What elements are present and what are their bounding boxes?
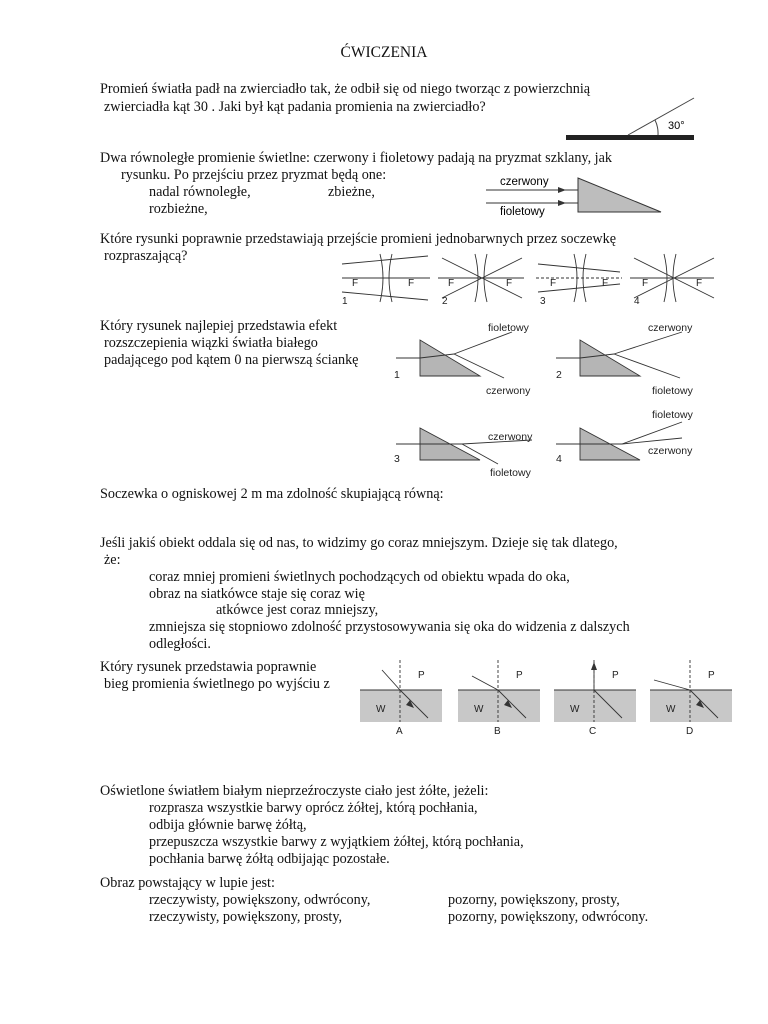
q3-text-line1: Które rysunki poprawnie przedstawiają przejście promieni jednobarwnych przez soczewkę: [100, 231, 617, 247]
q9-option-c: rzeczywisty, powiększony, prosty,: [149, 909, 343, 925]
focus-label: F: [506, 278, 513, 289]
q6-option-a: coraz mniej promieni świetlnych pochodzących od obiektu wpada do oka,: [149, 569, 570, 585]
q9-option-a: rzeczywisty, powiększony, odwrócony,: [149, 892, 371, 908]
water-label: W: [666, 704, 676, 715]
q5-text: Soczewka o ogniskowej 2 m ma zdolność skupiającą równą:: [100, 486, 444, 502]
q6-option-d: zmniejsza się stopniowo zdolność przystosowywania się oka do widzenia z dalszych: [149, 619, 630, 635]
q2-option-b: zbieżne,: [328, 184, 375, 200]
figure-number: 3: [394, 453, 400, 465]
q7-text-line2: bieg promienia świetlnego po wyjściu z: [104, 676, 330, 692]
focus-label: F: [352, 278, 359, 289]
lens-diagrams: [338, 252, 718, 308]
q1-text-line2: zwierciadła kąt 30 . Jaki był kąt padania promienia na zwierciadło?: [104, 99, 486, 115]
figure-number: 4: [634, 296, 640, 307]
figure-label: C: [589, 726, 597, 736]
angle-label: 30°: [668, 120, 685, 132]
focus-label: F: [642, 278, 649, 289]
air-label: P: [612, 670, 619, 681]
dispersion-diagrams: [392, 318, 712, 478]
prism: [578, 178, 661, 212]
q6-option-b: obraz na siatkówce staje się coraz wię: [149, 586, 365, 602]
q8-option-b: odbija głównie barwę żółtą,: [149, 817, 307, 833]
q9-text: Obraz powstający w lupie jest:: [100, 875, 275, 891]
label-red: czerwony: [500, 176, 549, 188]
label-violet: fioletowy: [652, 409, 693, 421]
figure-number: 1: [394, 369, 400, 381]
label-red: czerwony: [486, 385, 531, 397]
q7-text-line1: Który rysunek przedstawia poprawnie: [100, 659, 317, 675]
arrow-icon: [558, 200, 566, 206]
label-violet: fioletowy: [490, 467, 531, 478]
q1-text-line1: Promień światła padł na zwierciadło tak, że odbił się od niego tworząc z powierzchnią: [100, 81, 591, 97]
q2-text-line1: Dwa równoległe promienie świetlne: czerwony i fioletowy padają na pryzmat szklany, jak: [100, 150, 613, 166]
mirror-diagram: [560, 92, 700, 144]
arrow-icon: [558, 187, 566, 193]
mirror-surface: [566, 135, 694, 140]
figure-number: 2: [442, 296, 448, 307]
focus-label: F: [448, 278, 455, 289]
q4-text-line2: rozszczepienia wiązki światła białego: [104, 335, 318, 351]
label-red: czerwony: [488, 431, 533, 443]
q6-option-c: atkówce jest coraz mniejszy,: [216, 602, 379, 618]
q2-text-line2: rysunku. Po przejściu przez pryzmat będą one:: [121, 167, 387, 183]
q8-option-c: przepuszcza wszystkie barwy z wyjątkiem żółtej, którą pochłania,: [149, 834, 524, 850]
water-label: W: [474, 704, 484, 715]
water-label: W: [376, 704, 386, 715]
q2-option-c: rozbieżne,: [149, 201, 208, 217]
focus-label: F: [602, 278, 609, 289]
q8-option-a: rozprasza wszystkie barwy oprócz żółtej, którą pochłania,: [149, 800, 478, 816]
figure-number: 1: [342, 296, 348, 307]
q4-text-line3: padającego pod kątem 0 na pierwszą ściankę: [104, 352, 359, 368]
focus-label: F: [696, 278, 703, 289]
refraction-diagrams: [358, 656, 738, 736]
q8-text: Oświetlone światłem białym nieprzeźroczyste ciało jest żółte, jeżeli:: [100, 783, 489, 799]
q9-option-b: pozorny, powiększony, prosty,: [448, 892, 620, 908]
label-red: czerwony: [648, 322, 693, 334]
label-violet: fioletowy: [488, 322, 529, 334]
label-violet: fioletowy: [500, 206, 545, 218]
q4-text-line1: Który rysunek najlepiej przedstawia efekt: [100, 318, 338, 334]
q6-option-d-cont: odległości.: [149, 636, 211, 652]
figure-label: A: [396, 726, 403, 736]
label-red: czerwony: [648, 445, 693, 457]
page-title: ĆWICZENIA: [340, 44, 428, 61]
arrow-icon: [591, 662, 597, 670]
figure-number: 2: [556, 369, 562, 381]
air-label: P: [708, 670, 715, 681]
focus-label: F: [408, 278, 415, 289]
focus-label: F: [550, 278, 557, 289]
figure-label: D: [686, 726, 694, 736]
air-label: P: [516, 670, 523, 681]
angle-arc: [655, 120, 658, 135]
air-label: P: [418, 670, 425, 681]
lens-figure-3: [536, 254, 622, 302]
figure-number: 3: [540, 296, 546, 307]
water-label: W: [570, 704, 580, 715]
q9-option-d: pozorny, powiększony, odwrócony.: [448, 909, 649, 925]
figure-label: B: [494, 726, 501, 736]
q6-text-line2: że:: [104, 552, 121, 568]
prism-diagram: [486, 170, 666, 220]
label-violet: fioletowy: [652, 385, 693, 397]
q2-option-a: nadal równoległe,: [149, 184, 251, 200]
q6-text-line1: Jeśli jakiś obiekt oddala się od nas, to widzimy go coraz mniejszym. Dzieje się tak dlatego,: [100, 535, 618, 551]
figure-number: 4: [556, 453, 562, 465]
q3-text-line2: rozpraszającą?: [104, 248, 188, 264]
q8-option-d: pochłania barwę żółtą odbijając pozostałe.: [149, 851, 390, 867]
